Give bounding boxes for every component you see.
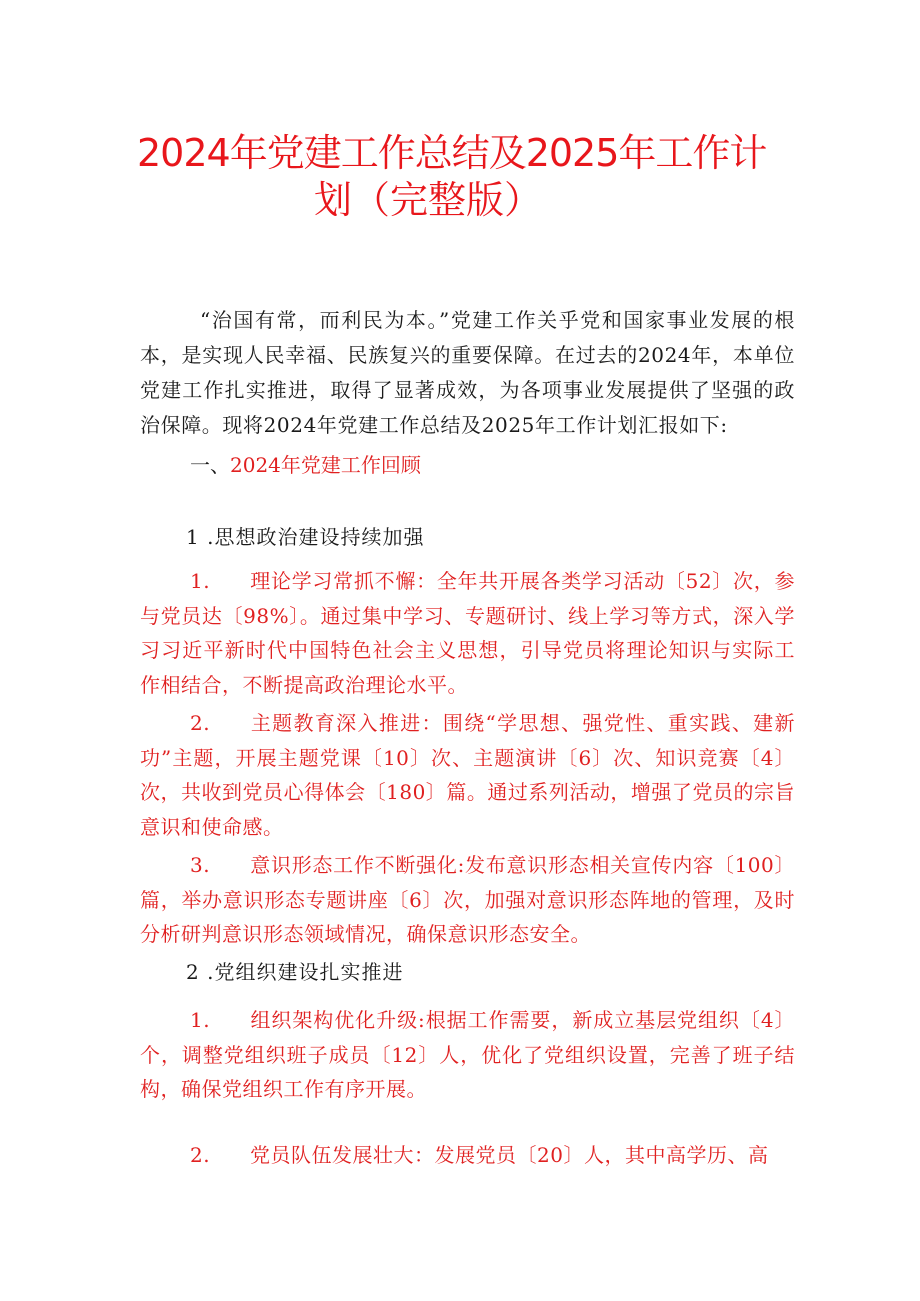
list-item — [140, 1003, 795, 1107]
document-title-line-1: 2024年党建工作总结及2025年工作计 — [137, 131, 767, 175]
subsection-heading-2: 2 .党组织建设扎实推进 — [186, 960, 404, 984]
list-item-text: 理论学习常抓不懈：全年共开展各类学习活动〔52〕次，参与党员达〔98%〕。通过集中学习、专题研讨、线上学习等方式，深入学习习近平新时代中国特色社会主义思想，引导党员将理论知识与实际工作相结合，不断提高政治理论水平。 — [140, 569, 795, 698]
list-item — [140, 1138, 795, 1173]
list-item-text: 意识形态工作不断强化:发布意识形态相关宣传内容〔100〕篇，举办意识形态专题讲座〔6〕次，加强对意识形态阵地的管理，及时分析研判意识形态领域情况，确保意识形态安全。 — [140, 853, 795, 947]
subsection-heading-1: 1 .思想政治建设持续加强 — [186, 525, 425, 549]
section-heading-label: 2024年党建工作回顾 — [230, 453, 421, 477]
list-item-number: 1. — [190, 569, 211, 593]
list-item-text: 组织架构优化升级:根据工作需要，新成立基层党组织〔4〕个，调整党组织班子成员〔12〕人，优化了党组织设置，完善了班子结构，确保党组织工作有序开展。 — [140, 1008, 795, 1102]
section-heading-1 — [190, 450, 421, 480]
list-item — [140, 564, 795, 703]
list-item-number: 1. — [190, 1008, 211, 1032]
list-item-number: 3. — [190, 853, 211, 877]
section-heading-prefix: 一、 — [190, 453, 230, 477]
intro-paragraph: “治国有常，而利民为本。”党建工作关乎党和国家事业发展的根本，是实现人民幸福、民族复兴的重要保障。在过去的2024年，本单位党建工作扎实推进，取得了显著成效，为各项事业发展提供了坚强的政治保障。现将2024年党建工作总结及2025年工作计划汇报如下: — [140, 308, 795, 437]
list-item-number: 2. — [190, 711, 211, 735]
list-item — [140, 848, 795, 952]
list-item — [140, 706, 795, 845]
list-item-text: 主题教育深入推进：围绕“学思想、强党性、重实践、建新功”主题，开展主题党课〔10〕次、主题演讲〔6〕次、知识竞赛〔4〕次，共收到党员心得体会〔180〕篇。通过系列活动，增强了党员的宗旨意识和使命感。 — [140, 711, 795, 840]
list-item-text: 党员队伍发展壮大：发展党员〔20〕人，其中高学历、高 — [250, 1143, 769, 1167]
document-title-line-2: 划（完整版） — [314, 178, 543, 222]
list-item-number: 2. — [190, 1143, 211, 1167]
